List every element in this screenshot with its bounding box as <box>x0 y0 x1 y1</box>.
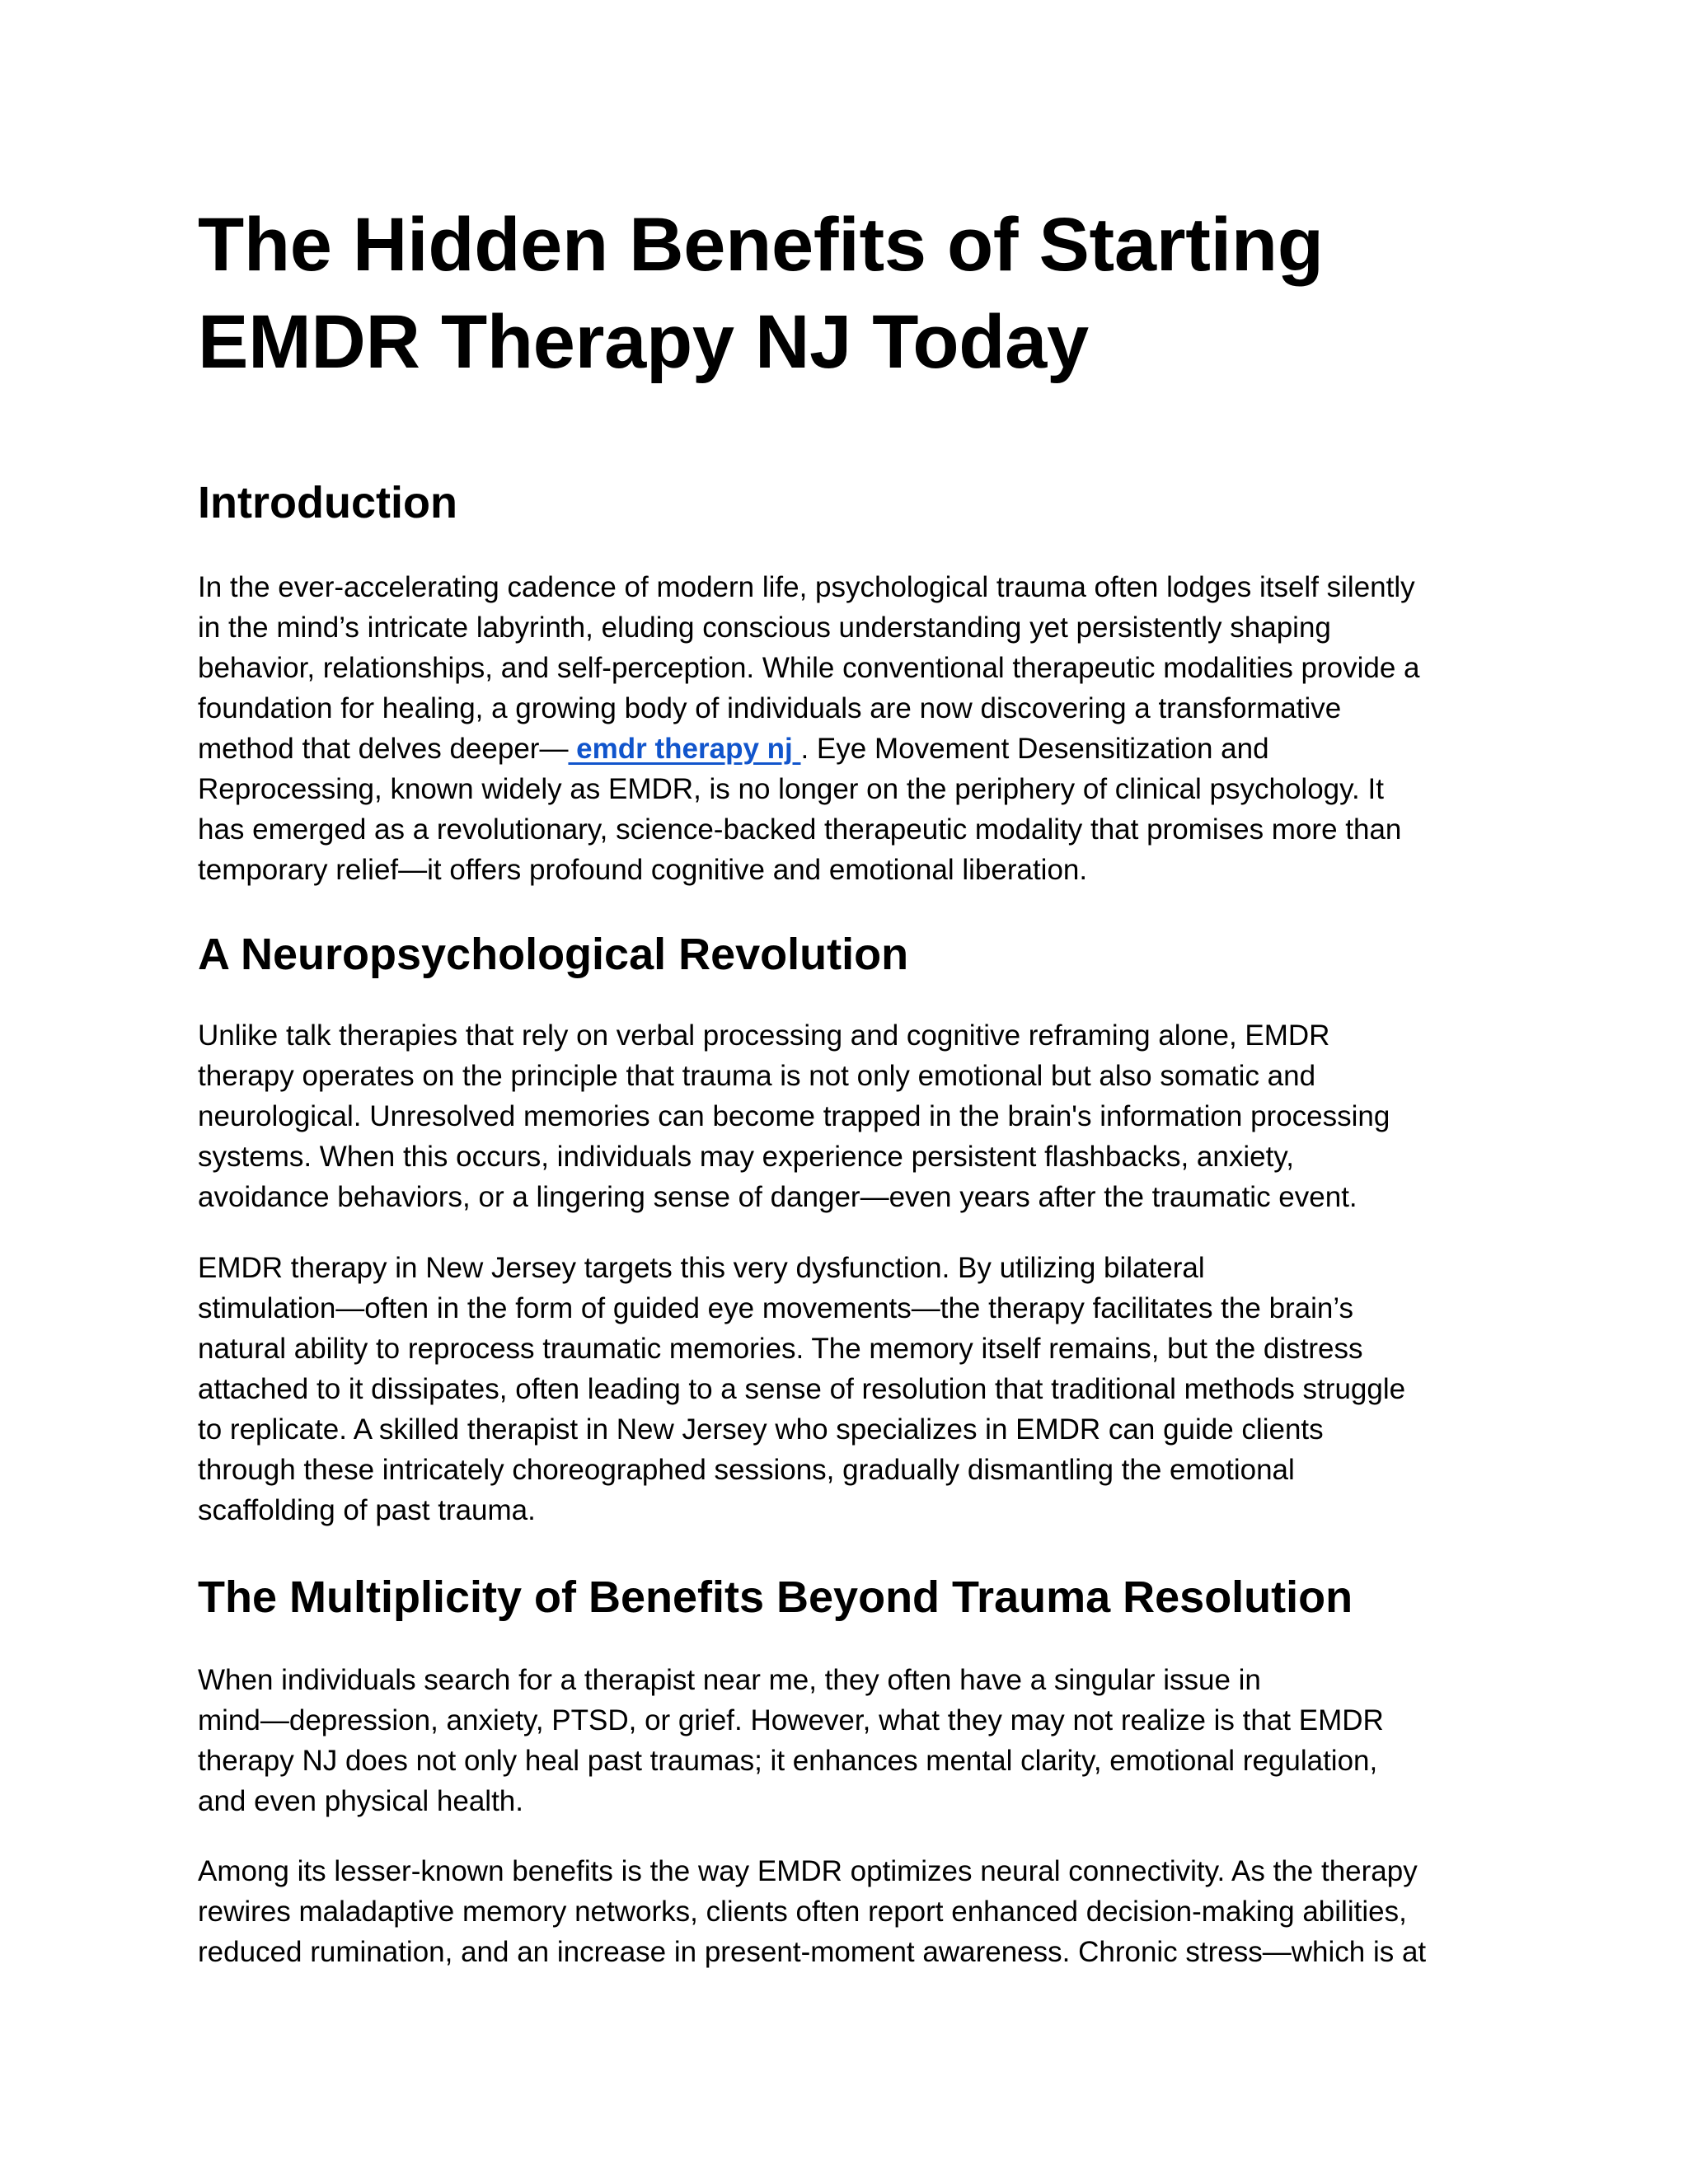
text-line: Among its lesser-known benefits is the way EMDR optimizes neural connectivity. As the therapy <box>198 1855 1418 1887</box>
text-line: reduced rumination, and an increase in present-moment awareness. Chronic stress—which is at <box>198 1936 1427 1968</box>
text-line: behavior, relationships, and self-perception. While conventional therapeutic modalities provide a <box>198 652 1420 684</box>
text-line: EMDR therapy in New Jersey targets this very dysfunction. By utilizing bilateral <box>198 1252 1205 1284</box>
intro-paragraph <box>198 567 1500 890</box>
text-line: therapy operates on the principle that trauma is not only emotional but also somatic and <box>198 1060 1316 1092</box>
benefits-paragraph-2 <box>198 1851 1500 1972</box>
emdr-therapy-nj-link[interactable]: emdr therapy nj <box>568 733 801 765</box>
benefits-paragraph-1 <box>198 1660 1500 1821</box>
text-line: neurological. Unresolved memories can become trapped in the brain's information processing <box>198 1100 1390 1132</box>
neuro-paragraph-1 <box>198 1015 1500 1217</box>
text-line: stimulation—often in the form of guided eye movements—the therapy facilitates the brain’s <box>198 1292 1354 1324</box>
title-line-1: The Hidden Benefits of Starting <box>198 203 1324 287</box>
text-line: In the ever-accelerating cadence of modern life, psychological trauma often lodges itself silently <box>198 571 1415 603</box>
text-line: mind—depression, anxiety, PTSD, or grief. However, what they may not realize is that EMDR <box>198 1704 1384 1736</box>
text-line: natural ability to reprocess traumatic memories. The memory itself remains, but the distress <box>198 1333 1363 1365</box>
text-line: therapy NJ does not only heal past traumas; it enhances mental clarity, emotional regulation, <box>198 1745 1378 1777</box>
text-line: scaffolding of past trauma. <box>198 1494 536 1526</box>
text-line: foundation for healing, a growing body of individuals are now discovering a transformative <box>198 692 1342 724</box>
document-title <box>198 196 1517 391</box>
text-line: Unlike talk therapies that rely on verbal processing and cognitive reframing alone, EMDR <box>198 1019 1330 1052</box>
text-line: rewires maladaptive memory networks, clients often report enhanced decision-making abilities, <box>198 1896 1407 1928</box>
link-line-before: method that delves deeper— <box>198 733 569 765</box>
heading-multiplicity-of-benefits: The Multiplicity of Benefits Beyond Trauma Resolution <box>198 1572 1353 1622</box>
text-line: Reprocessing, known widely as EMDR, is no longer on the periphery of clinical psychology. It <box>198 773 1384 805</box>
text-line: in the mind’s intricate labyrinth, eluding conscious understanding yet persistently shaping <box>198 612 1331 644</box>
text-line: temporary relief—it offers profound cognitive and emotional liberation. <box>198 854 1088 886</box>
text-line: When individuals search for a therapist near me, they often have a singular issue in <box>198 1664 1261 1696</box>
text-line: to replicate. A skilled therapist in New Jersey who specializes in EMDR can guide clients <box>198 1413 1324 1446</box>
text-line: has emerged as a revolutionary, science-backed therapeutic modality that promises more than <box>198 813 1402 846</box>
text-line: through these intricately choreographed sessions, gradually dismantling the emotional <box>198 1454 1295 1486</box>
text-line: systems. When this occurs, individuals may experience persistent flashbacks, anxiety, <box>198 1141 1294 1173</box>
title-line-2: EMDR Therapy NJ Today <box>198 300 1089 384</box>
neuro-paragraph-2 <box>198 1248 1500 1530</box>
text-line: and even physical health. <box>198 1785 523 1817</box>
text-line: avoidance behaviors, or a lingering sense of danger—even years after the traumatic event. <box>198 1181 1357 1213</box>
link-line-after: . Eye Movement Desensitization and <box>800 733 1269 765</box>
heading-neuropsychological-revolution: A Neuropsychological Revolution <box>198 930 909 979</box>
text-line-with-link <box>198 729 1500 769</box>
text-line: attached to it dissipates, often leading to a sense of resolution that traditional methods struggle <box>198 1373 1406 1405</box>
heading-introduction: Introduction <box>198 478 457 527</box>
